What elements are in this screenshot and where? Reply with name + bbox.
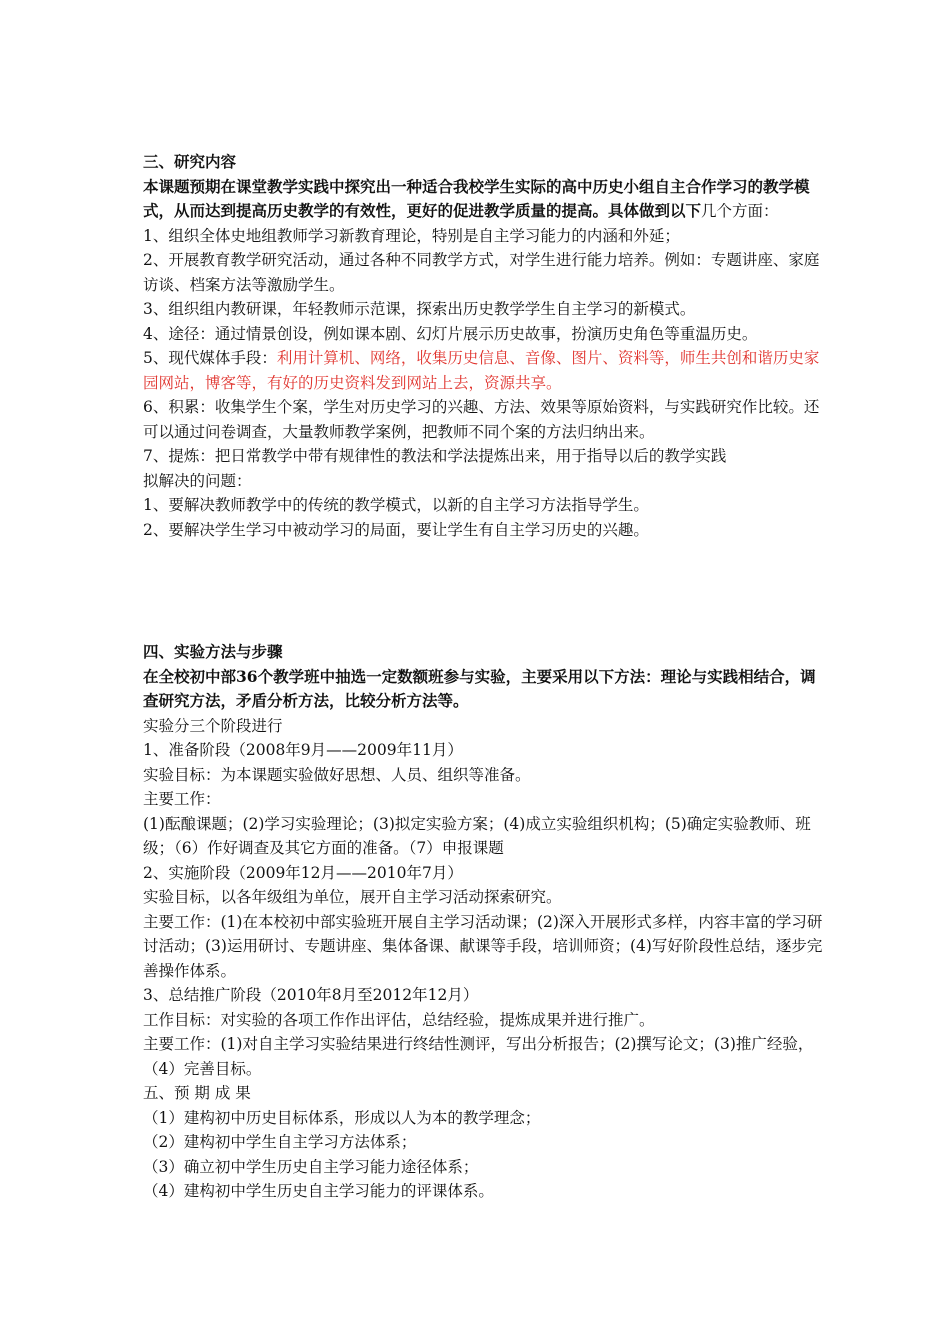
section4-line-8: 主要工作：(1)在本校初中部实验班开展自主学习活动课；(2)深入开展形式多样，内容丰富的学习研讨活动；(3)运用研讨、专题讲座、集体备课、献课等手段，培训师资；(4)写好阶段性总结，逐步完善操作体系。 [143, 912, 823, 980]
section4-line-6: 2、实施阶段（2009年12月——2010年7月） [143, 863, 463, 882]
section4-heading: 四、实验方法与步骤 [143, 642, 283, 661]
section3-intro [143, 175, 823, 224]
section4-line-5: (1)酝酿课题；(2)学习实验理论；(3)拟定实验方案；(4)成立实验组织机构；(5)确定实验教师、班级；（6）作好调查及其它方面的准备。（7）申报课题 [143, 814, 811, 857]
section3-item-3: 3、组织组内教研课，年轻教师示范课，探索出历史教学学生自主学习的新模式。 [143, 300, 696, 318]
section3-item-2: 2、开展教育教学研究活动，通过各种不同教学方式，对学生进行能力培养。例如：专题讲座、家庭访谈、档案方法等激励学生。 [143, 251, 820, 294]
section3-item-4: 4、途径：通过情景创设，例如课本剧、幻灯片展示历史故事，扮演历史角色等重温历史。 [143, 324, 758, 343]
section3-item-7: 7、提炼：把日常教学中带有规律性的教法和学法提炼出来，用于指导以后的教学实践 [143, 447, 727, 465]
problem-1: 1、要解决教师教学中的传统的教学模式，以新的自主学习方法指导学生。 [143, 496, 649, 514]
section4-line-7: 实验目标，以各年级组为单位，展开自主学习活动探索研究。 [143, 888, 562, 906]
section3-heading: 三、研究内容 [143, 152, 237, 171]
section4-line-9: 3、总结推广阶段（2010年8月至2012年12月） [143, 986, 479, 1004]
section3-item-5-highlight: 利用计算机、网络，收集历史信息、音像、图片、资料等，师生共创和谐历史家园网站，博客等，有好的历史资料发到网站上去，资源共享。 [143, 349, 820, 392]
section3-item-5 [143, 346, 823, 395]
section4-line-4: 主要工作： [143, 790, 221, 808]
section3-item-6: 6、积累：收集学生个案，学生对历史学习的兴趣、方法、效果等原始资料，与实践研究作比较。还可以通过问卷调查，大量教师教学案例，把教师不同个案的方法归纳出来。 [143, 398, 820, 441]
section5-item-2: （2）建构初中学生自主学习方法体系； [143, 1133, 417, 1151]
section5-item-3: （3）确立初中学生历史自主学习能力途径体系； [143, 1157, 479, 1176]
problems-heading: 拟解决的问题： [143, 471, 252, 490]
section3-item-5-prefix: 5、现代媒体手段： [143, 349, 277, 367]
section5-item-4: （4）建构初中学生历史自主学习能力的评课体系。 [143, 1182, 494, 1200]
section3-intro-bold: 本课题预期在课堂教学实践中探究出一种适合我校学生实际的高中历史小组自主合作学习的教学模式，从而达到提高历史教学的有效性，更好的促进教学质量的提高。具体做到以下 [143, 176, 810, 220]
problem-2: 2、要解决学生学习中被动学习的局面，要让学生有自主学习历史的兴趣。 [143, 520, 649, 539]
section5-item-1: （1）建构初中历史目标体系，形成以人为本的教学理念； [143, 1108, 541, 1127]
section4-line-1: 实验分三个阶段进行 [143, 716, 283, 735]
section4-line-2: 1、准备阶段（2008年9月——2009年11月） [143, 741, 463, 759]
section4-line-11: 主要工作：(1)对自主学习实验结果进行终结性测评，写出分析报告；(2)撰写论文；(3)推广经验，（4）完善目标。 [143, 1035, 814, 1078]
section4-line-3: 实验目标：为本课题实验做好思想、人员、组织等准备。 [143, 765, 531, 784]
section3-intro-rest: 几个方面： [701, 202, 779, 220]
section3-item-1: 1、组织全体史地组教师学习新教育理论，特别是自主学习能力的内涵和外延； [143, 226, 680, 245]
document-page [143, 150, 823, 1204]
section-spacer [143, 542, 823, 640]
section4-line-10: 工作目标：对实验的各项工作作出评估，总结经验，提炼成果并进行推广。 [143, 1010, 655, 1029]
section5-heading: 五、预 期 成 果 [143, 1084, 251, 1102]
section4-intro: 在全校初中部36个教学班中抽选一定数额班参与实验，主要采用以下方法：理论与实践相结合，调查研究方法，矛盾分析方法，比较分析方法等。 [143, 666, 816, 710]
